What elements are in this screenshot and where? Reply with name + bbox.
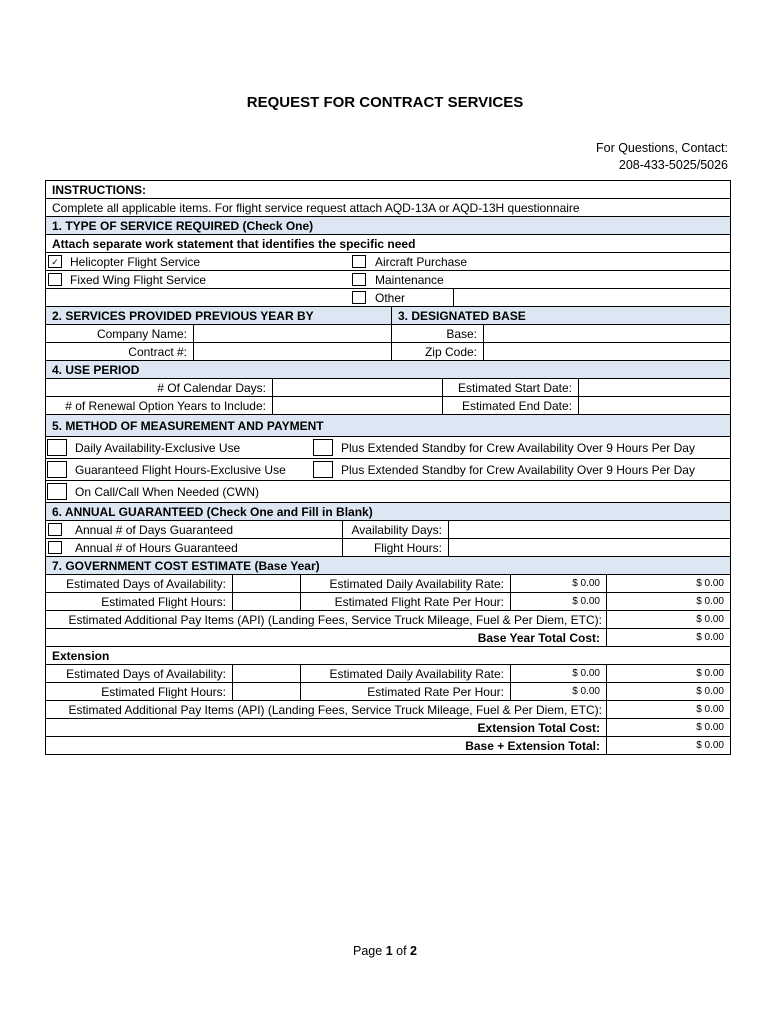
calendar-start-row	[46, 379, 730, 397]
extended-standby-1-label: Plus Extended Standby for Crew Availability Over 9 Hours Per Day	[341, 440, 695, 455]
base-hours-field[interactable]	[232, 593, 300, 610]
section-2-title: 2. SERVICES PROVIDED PREVIOUS YEAR BY	[52, 308, 314, 323]
daily-availability-checkbox[interactable]	[47, 439, 67, 456]
section-5-title: 5. METHOD OF MEASUREMENT AND PAYMENT	[52, 418, 324, 433]
base-api-total[interactable]: $ 0.00	[606, 611, 730, 628]
section-6-header	[46, 503, 730, 521]
section-1-header	[46, 217, 730, 235]
ext-daily-rate-label: Estimated Daily Availability Rate:	[300, 665, 510, 682]
section-1-subheading-row	[46, 235, 730, 253]
page-total: 2	[410, 944, 417, 958]
page-indicator	[0, 944, 770, 958]
extended-standby-1-checkbox[interactable]	[313, 439, 333, 456]
ext-rate-label: Estimated Rate Per Hour:	[300, 683, 510, 700]
end-date-field[interactable]	[578, 397, 730, 414]
ext-rate-field[interactable]: $ 0.00	[510, 683, 606, 700]
extension-heading-row	[46, 647, 730, 665]
base-flight-total: $ 0.00	[606, 593, 730, 610]
zip-code-label: Zip Code:	[391, 343, 483, 360]
company-name-field[interactable]	[193, 325, 391, 342]
annual-days-checkbox[interactable]	[48, 523, 62, 536]
base-flight-rate-field[interactable]: $ 0.00	[510, 593, 606, 610]
other-specify-field[interactable]	[453, 289, 730, 306]
section-5-header	[46, 415, 730, 437]
helicopter-label: Helicopter Flight Service	[70, 254, 201, 269]
daily-availability-label: Daily Availability-Exclusive Use	[75, 440, 241, 455]
base-days-field[interactable]	[232, 575, 300, 592]
guaranteed-hours-checkbox[interactable]	[47, 461, 67, 478]
annual-days-label: Annual # of Days Guaranteed	[75, 522, 234, 537]
grand-total-value: $ 0.00	[606, 737, 730, 754]
instructions-text: Complete all applicable items. For flight service request attach AQD-13A or AQD-13H questionnaire	[52, 200, 580, 215]
aircraft-purchase-checkbox[interactable]	[352, 255, 366, 268]
maintenance-checkbox[interactable]	[352, 273, 366, 286]
renewal-years-label: # of Renewal Option Years to Include:	[65, 398, 266, 413]
zip-code-field[interactable]	[483, 343, 730, 360]
section-2-3-header	[46, 307, 730, 325]
availability-days-label: Availability Days:	[342, 521, 448, 538]
on-call-checkbox[interactable]	[47, 483, 67, 500]
aircraft-purchase-label: Aircraft Purchase	[375, 254, 468, 269]
instructions-heading-row	[46, 181, 730, 199]
annual-hours-checkbox[interactable]	[48, 541, 62, 554]
grand-total-row	[46, 737, 730, 755]
base-total-row	[46, 629, 730, 647]
contact-block	[596, 140, 728, 174]
base-field[interactable]	[483, 325, 730, 342]
base-hours-label: Estimated Flight Hours:	[101, 594, 226, 609]
section-7-title: 7. GOVERNMENT COST ESTIMATE (Base Year)	[52, 558, 320, 573]
ext-rate-total: $ 0.00	[606, 683, 730, 700]
flight-hours-label: Flight Hours:	[342, 539, 448, 556]
base-flight-rate-label: Estimated Flight Rate Per Hour:	[300, 593, 510, 610]
method-row-3	[46, 481, 730, 503]
contract-number-label: Contract #:	[128, 344, 187, 359]
extended-standby-2-checkbox[interactable]	[313, 461, 333, 478]
contract-number-field[interactable]	[193, 343, 391, 360]
ext-daily-total: $ 0.00	[606, 665, 730, 682]
ext-total-value: $ 0.00	[606, 719, 730, 736]
instructions-text-row	[46, 199, 730, 217]
ext-total-label: Extension Total Cost:	[477, 720, 600, 735]
base-hours-row	[46, 593, 730, 611]
base-daily-rate-label: Estimated Daily Availability Rate:	[300, 575, 510, 592]
page-label: Page	[353, 944, 383, 958]
base-total-label: Base Year Total Cost:	[477, 630, 600, 645]
helicopter-checkbox[interactable]: ✓	[48, 255, 62, 268]
section-1-title: 1. TYPE OF SERVICE REQUIRED (Check One)	[52, 218, 314, 233]
start-date-field[interactable]	[578, 379, 730, 396]
ext-total-row	[46, 719, 730, 737]
start-date-label: Estimated Start Date:	[442, 379, 578, 396]
extension-heading: Extension	[52, 648, 110, 663]
on-call-label: On Call/Call When Needed (CWN)	[75, 484, 260, 499]
ext-days-field[interactable]	[232, 665, 300, 682]
guaranteed-hours-label: Guaranteed Flight Hours-Exclusive Use	[75, 462, 286, 477]
base-daily-rate-field[interactable]: $ 0.00	[510, 575, 606, 592]
company-base-row	[46, 325, 730, 343]
base-daily-total: $ 0.00	[606, 575, 730, 592]
annual-hours-label: Annual # of Hours Guaranteed	[75, 540, 238, 555]
ext-daily-rate-field[interactable]: $ 0.00	[510, 665, 606, 682]
ext-days-label: Estimated Days of Availability:	[66, 666, 226, 681]
page-of-label: of	[396, 944, 407, 958]
extended-standby-2-label: Plus Extended Standby for Crew Availability Over 9 Hours Per Day	[341, 462, 695, 477]
ext-api-total[interactable]: $ 0.00	[606, 701, 730, 718]
base-api-label: Estimated Additional Pay Items (API) (Landing Fees, Service Truck Mileage, Fuel & Per Diem, ETC):	[68, 612, 602, 627]
calendar-days-field[interactable]	[272, 379, 442, 396]
base-total-value: $ 0.00	[606, 629, 730, 646]
contact-label: For Questions, Contact:	[595, 141, 728, 155]
fixed-wing-label: Fixed Wing Flight Service	[70, 272, 207, 287]
service-row-2	[46, 271, 730, 289]
company-name-label: Company Name:	[96, 326, 187, 341]
ext-hours-label: Estimated Flight Hours:	[101, 684, 226, 699]
flight-hours-field[interactable]	[448, 539, 730, 556]
service-row-1	[46, 253, 730, 271]
instructions-heading: INSTRUCTIONS:	[52, 182, 146, 197]
base-api-row	[46, 611, 730, 629]
other-checkbox[interactable]	[352, 291, 366, 304]
page-current: 1	[385, 944, 393, 958]
base-label: Base:	[391, 325, 483, 342]
contract-zip-row	[46, 343, 730, 361]
maintenance-label: Maintenance	[375, 272, 444, 287]
base-days-row	[46, 575, 730, 593]
method-row-1	[46, 437, 730, 459]
annual-hours-row	[46, 539, 730, 557]
annual-days-row	[46, 521, 730, 539]
contact-phone: 208-433-5025/5026	[618, 158, 728, 172]
section-1-subheading: Attach separate work statement that identifies the specific need	[52, 236, 416, 251]
service-row-3	[46, 289, 730, 307]
request-form	[45, 180, 731, 755]
fixed-wing-checkbox[interactable]	[48, 273, 62, 286]
grand-total-label: Base + Extension Total:	[465, 738, 600, 753]
ext-api-row	[46, 701, 730, 719]
renewal-years-field[interactable]	[272, 397, 442, 414]
page-title: REQUEST FOR CONTRACT SERVICES	[246, 94, 524, 111]
ext-hours-field[interactable]	[232, 683, 300, 700]
base-days-label: Estimated Days of Availability:	[66, 576, 226, 591]
section-7-header	[46, 557, 730, 575]
end-date-label: Estimated End Date:	[442, 397, 578, 414]
ext-days-row	[46, 665, 730, 683]
section-4-header	[46, 361, 730, 379]
method-row-2	[46, 459, 730, 481]
ext-api-label: Estimated Additional Pay Items (API) (Landing Fees, Service Truck Mileage, Fuel & Per Diem, ETC):	[68, 702, 602, 717]
renewal-end-row	[46, 397, 730, 415]
section-6-title: 6. ANNUAL GUARANTEED (Check One and Fill in Blank)	[52, 504, 373, 519]
availability-days-field[interactable]	[448, 521, 730, 538]
other-label: Other	[375, 290, 406, 305]
ext-hours-row	[46, 683, 730, 701]
section-4-title: 4. USE PERIOD	[52, 362, 140, 377]
section-3-title: 3. DESIGNATED BASE	[391, 307, 730, 324]
calendar-days-label: # Of Calendar Days:	[157, 380, 266, 395]
